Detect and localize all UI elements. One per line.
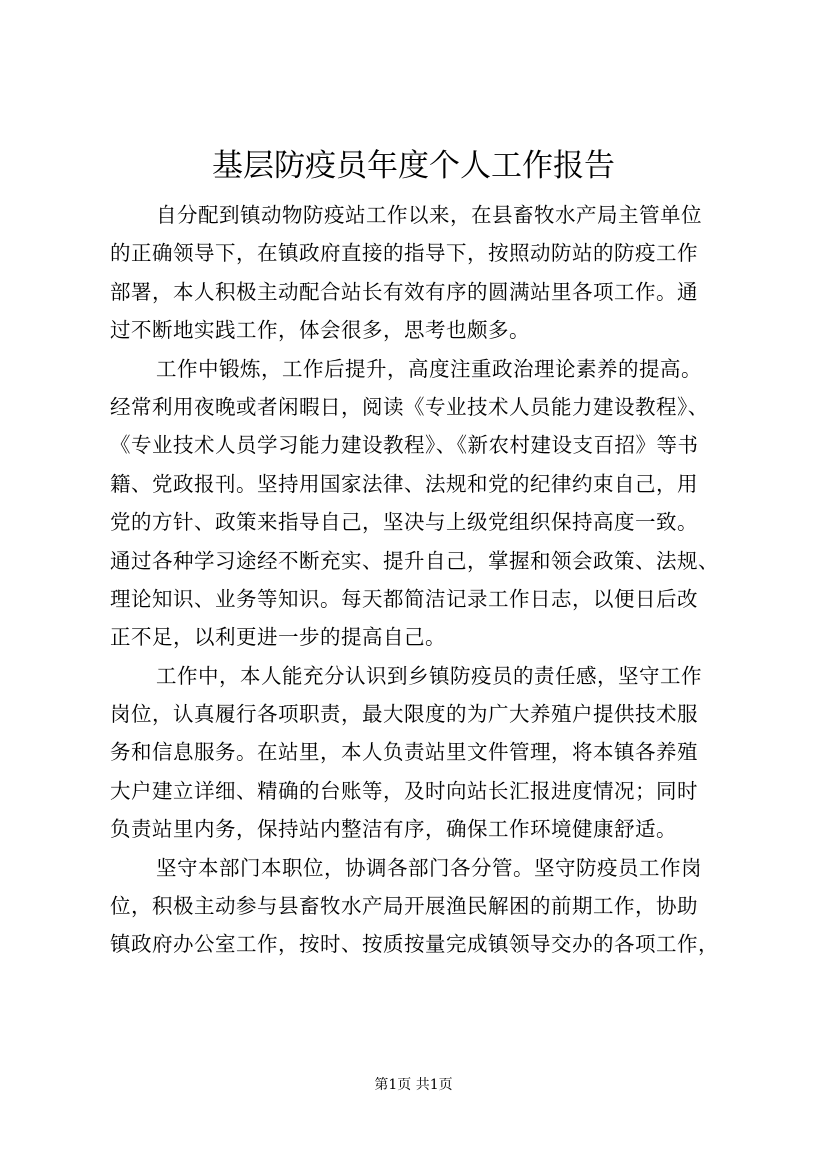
document-title: 基层防疫员年度个人工作报告 [212, 148, 615, 184]
paragraph-2-line-6: 通过各种学习途经不断充实、提升自己，掌握和领会政策、法规、 [110, 548, 719, 573]
paragraph-3-line-4: 大户建立详细、精确的台账等，及时向站长汇报进度情况；同时 [110, 778, 698, 803]
paragraph-4-line-3: 镇政府办公室工作，按时、按质按量完成镇领导交办的各项工作， [110, 932, 719, 957]
paragraph-2-line-4: 籍、党政报刊。坚持用国家法律、法规和党的纪律约束自己，用 [110, 471, 698, 496]
paragraph-2-line-5: 党的方针、政策来指导自己，坚决与上级党组织保持高度一致。 [110, 510, 698, 535]
paragraph-2-line-1: 工作中锻炼，工作后提升，高度注重政治理论素养的提高。 [156, 356, 702, 381]
page-footer: 第1页 共1页 [374, 1077, 453, 1093]
paragraph-4-line-1: 坚守本部门本职位，协调各部门各分管。坚守防疫员工作岗 [156, 855, 702, 880]
paragraph-1-line-4: 过不断地实践工作，体会很多，思考也颇多。 [110, 318, 530, 343]
paragraph-3-line-1: 工作中，本人能充分认识到乡镇防疫员的责任感，坚守工作 [156, 663, 702, 688]
paragraph-2-line-2: 经常利用夜晚或者闲暇日，阅读《专业技术人员能力建设教程》、 [110, 394, 709, 419]
paragraph-3-line-3: 务和信息服务。在站里，本人负责站里文件管理，将本镇各养殖 [110, 740, 698, 765]
paragraph-2-line-7: 理论知识、业务等知识。每天都简洁记录工作日志，以便日后改 [110, 586, 698, 611]
paragraph-3-line-5: 负责站里内务，保持站内整洁有序，确保工作环境健康舒适。 [110, 817, 677, 842]
paragraph-1-line-3: 部署，本人积极主动配合站长有效有序的圆满站里各项工作。通 [110, 279, 698, 304]
paragraph-1-line-2: 的正确领导下，在镇政府直接的指导下，按照动防站的防疫工作 [110, 241, 698, 266]
paragraph-1-line-1: 自分配到镇动物防疫站工作以来，在县畜牧水产局主管单位 [156, 203, 702, 227]
paragraph-2-line-3: 《专业技术人员学习能力建设教程》、《新农村建设支百招》等书 [110, 433, 699, 458]
paragraph-4-line-2: 位，积极主动参与县畜牧水产局开展渔民解困的前期工作，协助 [110, 894, 698, 919]
paragraph-3-line-2: 岗位，认真履行各项职责，最大限度的为广大养殖户提供技术服 [110, 702, 698, 727]
document-body [110, 196, 750, 964]
paragraph-2-line-8: 正不足，以利更进一步的提高自己。 [110, 625, 446, 650]
